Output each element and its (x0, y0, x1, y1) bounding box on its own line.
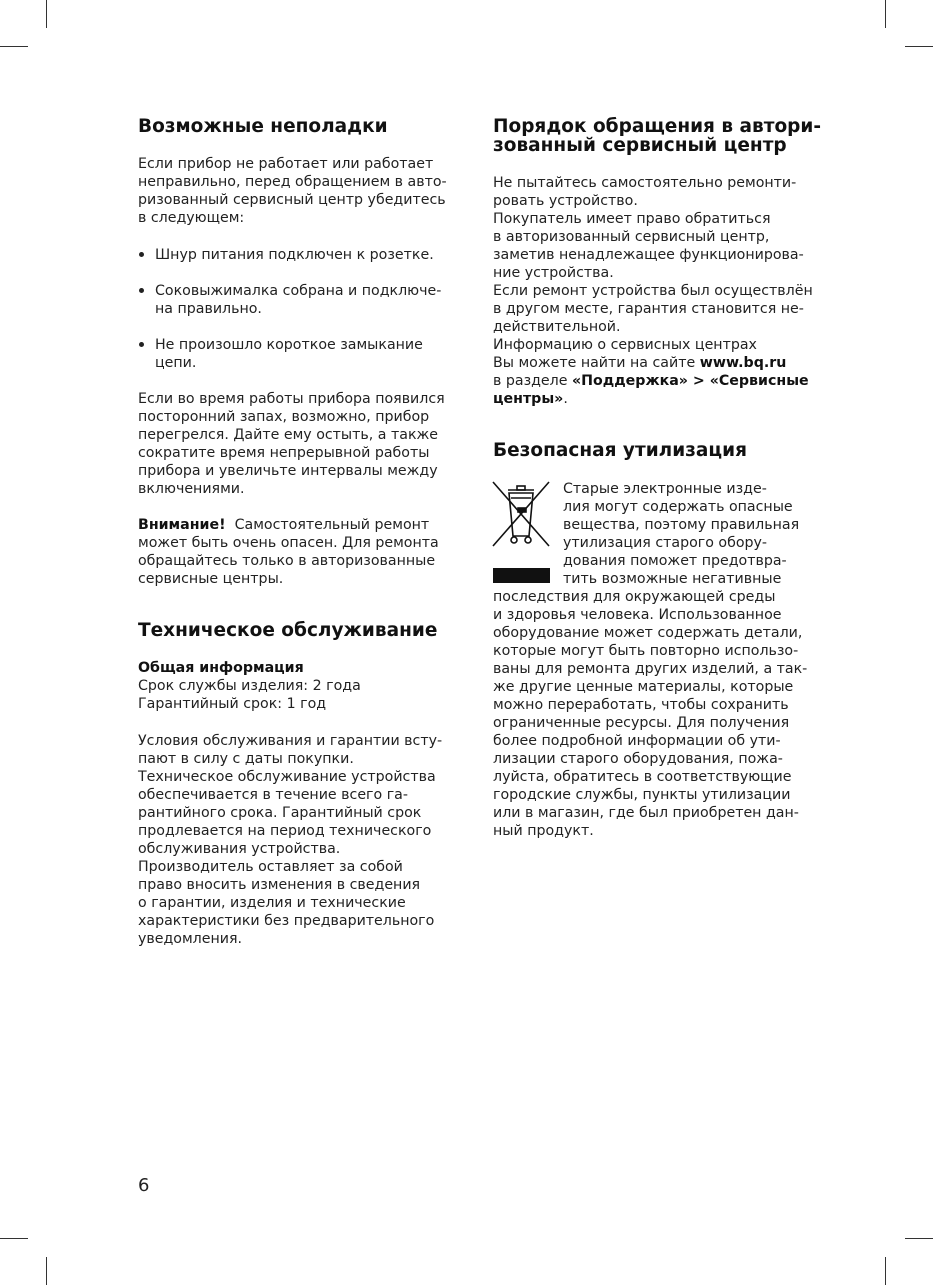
overheat-paragraph-line: посторонний запах, возможно, прибор (138, 409, 430, 425)
service-section-line (493, 390, 568, 408)
disposal-beside-icon-line: Старые электронные изде- (563, 481, 767, 497)
maintenance-info-line: Срок службы изделия: 2 года (138, 678, 361, 694)
maintenance-info-line: Гарантийный срок: 1 год (138, 696, 327, 712)
crossed-out-wheelie-bin-icon (491, 480, 551, 550)
service-center-title: зованный сервисный центр (493, 135, 787, 156)
disposal-body-line: ваны для ремонта других изделий, а так- (493, 661, 808, 677)
service-body-line: ровать устройство. (493, 193, 638, 209)
bullet-item: Шнур питания подключен к розетке. (155, 247, 434, 263)
disposal-body-line: более подробной информации об ути- (493, 733, 781, 749)
maintenance-body-line: пают в силу с даты покупки. (138, 751, 354, 767)
service-site-line (493, 354, 786, 372)
bullet-dot (139, 252, 144, 257)
disposal-body-line: можно переработать, чтобы сохранить (493, 697, 789, 713)
maintenance-body-line: Техническое обслуживание устройства (138, 769, 436, 785)
warning-label: Внимание! (138, 517, 226, 533)
crop-mark-top-left-v (46, 0, 47, 28)
crop-mark-bottom-left-v (46, 1257, 47, 1285)
site-prefix: Вы можете найти на сайте (493, 355, 700, 371)
overheat-paragraph-line: Если во время работы прибора появился (138, 391, 445, 407)
service-body-line: заметив ненадлежащее функционирова- (493, 247, 804, 263)
warning-line: обращайтесь только в авторизованные (138, 553, 436, 569)
warning-line: может быть очень опасен. Для ремонта (138, 535, 439, 551)
disposal-body-line: ный продукт. (493, 823, 594, 839)
bullet-item-continuation: на правильно. (155, 301, 262, 317)
crop-mark-bottom-right-h (905, 1238, 933, 1239)
disposal-body-line: оборудование может содержать детали, (493, 625, 803, 641)
maintenance-title: Техническое обслуживание (138, 620, 438, 641)
disposal-body-line: ограниченные ресурсы. Для получения (493, 715, 790, 731)
maintenance-body-line: Производитель оставляет за собой (138, 859, 403, 875)
service-body-line: Покупатель имеет право обратиться (493, 211, 771, 227)
maintenance-body-line: рантийного срока. Гарантийный срок (138, 805, 422, 821)
disposal-body-line: городские службы, пункты утилизации (493, 787, 791, 803)
overheat-paragraph-line: прибора и увеличьте интервалы между (138, 463, 438, 479)
bullet-item: Не произошло короткое замыкание (155, 337, 423, 353)
troubleshooting-title: Возможные неполадки (138, 116, 388, 137)
troubleshooting-intro-line: ризованный сервисный центр убедитесь (138, 192, 446, 208)
site-url-link[interactable]: www.bq.ru (699, 355, 787, 371)
warning-line (138, 516, 429, 534)
disposal-body-line: же другие ценные материалы, которые (493, 679, 794, 695)
maintenance-body-line: обеспечивается в течение всего га- (138, 787, 408, 803)
crop-mark-top-right-h (905, 46, 933, 47)
maintenance-body-line: о гарантии, изделия и технические (138, 895, 406, 911)
maintenance-body-line: характеристики без предварительного (138, 913, 435, 929)
maintenance-body-line: уведомления. (138, 931, 243, 947)
bullet-dot (139, 288, 144, 293)
disposal-body-line: или в магазин, где был приобретен дан- (493, 805, 799, 821)
disposal-body-line: последствия для окружающей среды (493, 589, 776, 605)
service-section-line (493, 372, 809, 390)
weee-underline-bar (493, 568, 550, 583)
service-body-line: ние устройства. (493, 265, 614, 281)
service-body-line: Если ремонт устройства был осуществлён (493, 283, 813, 299)
maintenance-body-line: право вносить изменения в сведения (138, 877, 421, 893)
maintenance-subtitle: Общая информация (138, 660, 304, 676)
maintenance-body-line: обслуживания устройства. (138, 841, 341, 857)
service-body-line: действительной. (493, 319, 621, 335)
service-body-line: в авторизованный сервисный центр, (493, 229, 770, 245)
troubleshooting-intro-line: неправильно, перед обращением в авто- (138, 174, 447, 190)
bullet-item-continuation: цепи. (155, 355, 197, 371)
section-end: . (563, 391, 568, 407)
support-section-link: «Поддержка» > «Сервисные (571, 373, 809, 389)
support-section-link-end: центры» (493, 391, 564, 407)
crop-mark-bottom-left-h (0, 1238, 28, 1239)
warning-line: сервисные центры. (138, 571, 284, 587)
disposal-beside-icon-line: вещества, поэтому правильная (563, 517, 800, 533)
page-number: 6 (138, 1175, 150, 1196)
disposal-body-line: которые могут быть повторно использо- (493, 643, 799, 659)
service-center-title: Порядок обращения в автори- (493, 116, 822, 137)
disposal-beside-icon-line: лия могут содержать опасные (563, 499, 793, 515)
overheat-paragraph-line: перегрелся. Дайте ему остыть, а также (138, 427, 439, 443)
service-body-line: в другом месте, гарантия становится не- (493, 301, 804, 317)
bullet-item: Соковыжималка собрана и подключе- (155, 283, 442, 299)
disposal-beside-icon-line: утилизация старого обору- (563, 535, 768, 551)
disposal-body-line: и здоровья человека. Использованное (493, 607, 782, 623)
disposal-beside-icon-line: дования поможет предотвра- (563, 553, 787, 569)
safe-disposal-title: Безопасная утилизация (493, 440, 747, 461)
overheat-paragraph-line: включениями. (138, 481, 245, 497)
disposal-body-line: луйста, обратитесь в соответствующие (493, 769, 792, 785)
maintenance-body-line: Условия обслуживания и гарантии всту- (138, 733, 443, 749)
troubleshooting-intro-line: Если прибор не работает или работает (138, 156, 434, 172)
crop-mark-top-left-h (0, 46, 28, 47)
disposal-body-line: лизации старого оборудования, пожа- (493, 751, 783, 767)
overheat-paragraph-line: сократите время непрерывной работы (138, 445, 430, 461)
maintenance-body-line: продлевается на период технического (138, 823, 432, 839)
crop-mark-bottom-right-v (885, 1257, 886, 1285)
crop-mark-top-right-v (885, 0, 886, 28)
troubleshooting-intro-line: в следующем: (138, 210, 245, 226)
bullet-dot (139, 342, 144, 347)
warning-text: Самостоятельный ремонт (234, 517, 430, 533)
service-body-line: Не пытайтесь самостоятельно ремонти- (493, 175, 797, 191)
section-prefix: в разделе (493, 373, 572, 389)
disposal-beside-icon-line: тить возможные негативные (563, 571, 782, 587)
service-body-line: Информацию о сервисных центрах (493, 337, 757, 353)
